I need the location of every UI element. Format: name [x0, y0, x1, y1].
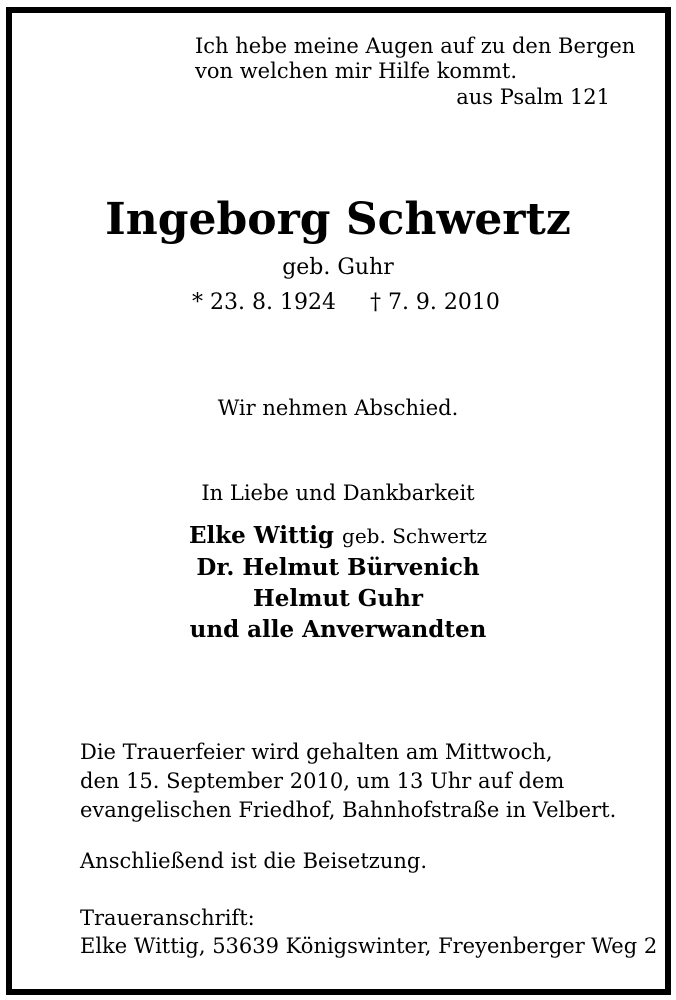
address-value: Elke Wittig, 53639 Königswinter, Freyenberger Weg 2 [80, 934, 658, 958]
ceremony-line: evangelischen Friedhof, Bahnhofstraße in Velbert. [80, 798, 617, 822]
motto-line: von welchen mir Hilfe kommt. [195, 59, 518, 83]
burial-info: Anschließend ist die Beisetzung. [80, 849, 428, 873]
ceremony-info [80, 738, 616, 825]
motto-line: Ich hebe meine Augen auf zu den Bergen [195, 34, 636, 58]
mourner: Dr. Helmut Bürvenich [196, 554, 480, 581]
mourner-note: geb. Schwertz [342, 524, 488, 548]
deceased-name: Ingeborg Schwertz [105, 194, 571, 245]
gratitude-text: In Liebe und Dankbarkeit [201, 481, 475, 505]
farewell-text: Wir nehmen Abschied. [217, 396, 459, 420]
ceremony-line: den 15. September 2010, um 13 Uhr auf dem [80, 769, 565, 793]
maiden-name: geb. Guhr [282, 255, 394, 280]
life-dates [192, 288, 500, 318]
death-date: † 7. 9. 2010 [369, 290, 500, 315]
motto-source: aus Psalm 121 [456, 85, 610, 109]
mourner [0, 520, 676, 552]
motto [195, 34, 635, 84]
mourner: und alle Anverwandten [189, 616, 487, 643]
birth-date: * 23. 8. 1924 [192, 290, 336, 315]
ceremony-line: Die Trauerfeier wird gehalten am Mittwoch, [80, 740, 553, 764]
mourner-name: Elke Wittig [188, 522, 335, 549]
mourners-list [0, 520, 676, 645]
address-label: Traueranschrift: [80, 906, 255, 930]
mourner: Helmut Guhr [253, 585, 423, 612]
